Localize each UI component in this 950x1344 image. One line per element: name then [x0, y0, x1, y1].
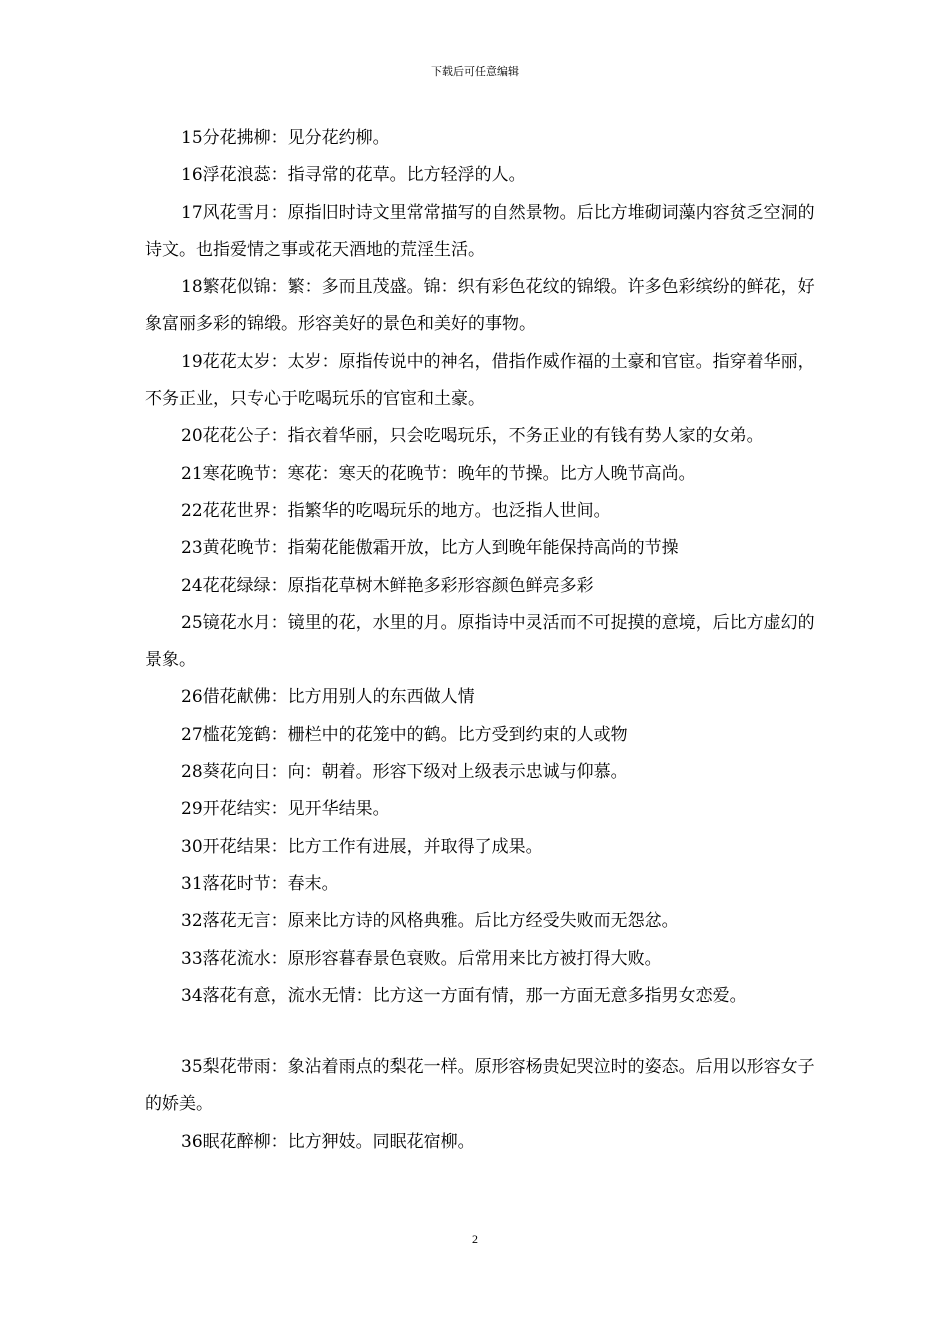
entry-paragraph: 34落花有意，流水无情：比方这一方面有情，那一方面无意多指男女恋爱。	[181, 985, 747, 1006]
entry-paragraph: 26借花献佛：比方用别人的东西做人情	[181, 687, 475, 708]
entry-paragraph: 22花花世界：指繁华的吃喝玩乐的地方。也泛指人世间。	[181, 500, 611, 521]
entry-paragraph: 19花花太岁：太岁：原指传说中的神名，借指作威作福的土豪和官宦。指穿着华丽，不务正业，只专心于吃喝玩乐的官宦和土豪。	[145, 351, 815, 410]
document-body	[145, 120, 817, 1161]
page-number: 2	[472, 1232, 478, 1246]
entry-paragraph: 17风花雪月：原指旧时诗文里常常描写的自然景物。后比方堆砌词藻内容贫乏空洞的诗文。也指爱情之事或花天酒地的荒淫生活。	[145, 202, 815, 260]
entry-paragraph: 32落花无言：原来比方诗的风格典雅。后比方经受失败而无怨忿。	[181, 911, 679, 932]
entry-paragraph: 25镜花水月：镜里的花，水里的月。原指诗中灵活而不可捉摸的意境，后比方虚幻的景象。	[145, 612, 815, 671]
entry-paragraph: 15分花拂柳：见分花约柳。	[181, 128, 390, 148]
paragraph-gap	[145, 1015, 817, 1049]
entry-paragraph: 27槛花笼鹤：栅栏中的花笼中的鹤。比方受到约束的人或物	[181, 724, 628, 745]
entry-paragraph: 23黄花晚节：指菊花能傲霜开放，比方人到晚年能保持高尚的节操	[181, 538, 679, 559]
entry-paragraph: 18繁花似锦：繁：多而且茂盛。锦：织有彩色花纹的锦缎。许多色彩缤纷的鲜花，好象富丽多彩的锦缎。形容美好的景色和美好的事物。	[145, 277, 815, 335]
entry-paragraph: 20花花公子：指衣着华丽，只会吃喝玩乐，不务正业的有钱有势人家的女弟。	[181, 426, 764, 447]
entry-paragraph: 30开花结果：比方工作有进展，并取得了成果。	[181, 836, 543, 857]
entry-paragraph: 31落花时节：春末。	[181, 873, 339, 894]
entry-paragraph: 28葵花向日：向：朝着。形容下级对上级表示忠诚与仰慕。	[181, 762, 628, 783]
entry-paragraph: 33落花流水：原形容暮春景色衰败。后常用来比方被打得大败。	[181, 948, 662, 969]
entry-paragraph: 24花花绿绿：原指花草树木鲜艳多彩形容颜色鲜亮多彩	[181, 575, 594, 596]
page-header: 下载后可任意编辑	[431, 65, 519, 78]
entry-paragraph: 21寒花晚节：寒花：寒天的花晚节：晚年的节操。比方人晚节高尚。	[181, 463, 696, 484]
entry-paragraph: 35梨花带雨：象沾着雨点的梨花一样。原形容杨贵妃哭泣时的姿态。后用以形容女子的娇美。	[145, 1057, 815, 1115]
entry-paragraph: 36眠花醉柳：比方狎妓。同眠花宿柳。	[181, 1131, 475, 1152]
entry-paragraph: 29开花结实：见开华结果。	[181, 799, 390, 820]
entry-paragraph: 16浮花浪蕊：指寻常的花草。比方轻浮的人。	[181, 165, 526, 186]
